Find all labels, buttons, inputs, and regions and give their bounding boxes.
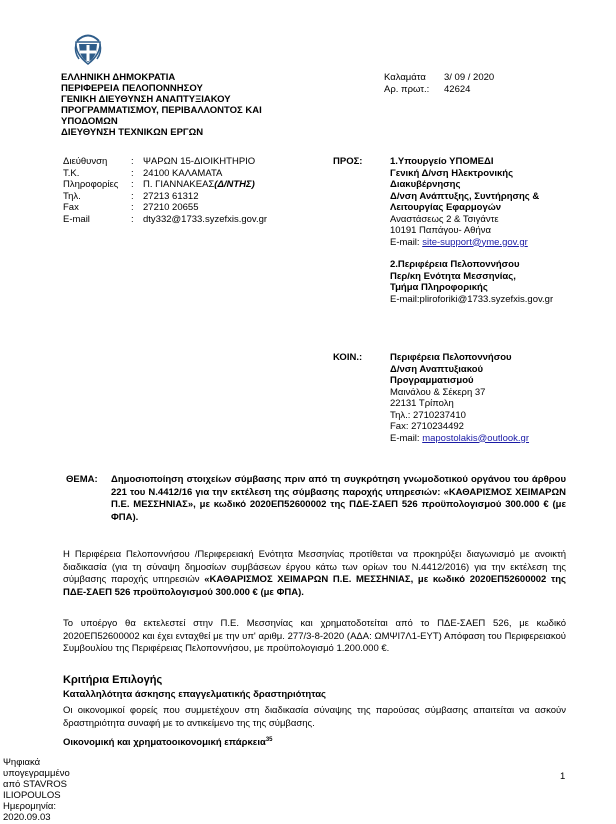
recipient-line: Λειτουργίας Εφαρμογών [390, 202, 502, 213]
recipient-line: 1.Υπουργείο ΥΠΟΜΕΔΙ [390, 156, 494, 167]
signature-line: Ημερομηνία: [3, 801, 57, 812]
digital-signature [3, 757, 103, 823]
authority-line: ΠΕΡΙΦΕΡΕΙΑ ΠΕΛΟΠΟΝΝΗΣΟΥ [61, 83, 203, 94]
authority-line: ΕΛΛΗΝΙΚΗ ΔΗΜΟΚΡΑΤΙΑ [61, 72, 176, 83]
authority-line: ΓΕΝΙΚΗ ΔΙΕΥΘΥΝΣΗ ΑΝΑΠΤΥΞΙΑΚΟΥ [61, 94, 231, 105]
authority-line: ΠΡΟΓΡΑΜΜΑΤΙΣΜΟΥ, ΠΕΡΙΒΑΛΛΟΝΤΟΣ ΚΑΙ [61, 105, 262, 116]
cc-email-link[interactable]: mapostolakis@outlook.gr [422, 432, 530, 444]
criteria-text: Οι οικονομικοί φορείς που συμμετέχουν στη διαδικασία σύναψης της παρούσας σύμβασης απαιτείται να ασκούν δραστηριότητα συναφή με το αντικείμενο της της σύμβασης. [63, 705, 566, 729]
contact-role: (Δ/ΝΤΗΣ) [214, 179, 255, 190]
subject-label: ΘΕΜΑ: [66, 474, 98, 485]
contact-value: 24100 ΚΑΛΑΜΑΤΑ [143, 167, 223, 179]
criteria-subheading [63, 737, 273, 748]
subject-text: Δημοσιοποίηση στοιχείων σύμβασης πριν από τη συγκρότηση γνωμοδοτικού οργάνου του άρθρου 221 του Ν.4412/16 για την εκτέλεση της σύμβασης παροχής υπηρεσιών: «ΚΑΘΑΡΙΣΜΟΣ ΧΕΙΜΑΡΩΝ Π.Ε. ΜΕΣΣΗΝΙΑΣ», με κωδικό 2020ΕΠ52600002 της ΠΔΕ-ΣΑΕΠ 526 προϋπολογισμού 300.000 € (με ΦΠΑ). [111, 474, 566, 523]
protocol-label: Αρ. πρωτ.: [384, 84, 430, 95]
criteria-subheading: Καταλληλότητα άσκησης επαγγελματικής δραστηριότητας [63, 689, 326, 700]
recipient-line: Δ/νση Ανάπτυξης, Συντήρησης & [390, 190, 540, 202]
recipient-email-link[interactable]: site-support@yme.gov.gr [422, 236, 528, 248]
cc-email-label: E-mail: [390, 432, 423, 444]
sender-contact-info: Διεύθυνση : ΨΑΡΩΝ 15-ΔΙΟΙΚΗΤΗΡΙΟ Τ.Κ. : 24100 ΚΑΛΑΜΑΤΑ Πληροφορίες : Π. ΓΙΑΝΝΑΚΕΑΣ (Δ/ΝΤΗΣ) Τηλ. : 27213 61312 Fax : 27210 20655 E-mail : dty332@1733.syzefxis.gov.gr [63, 156, 268, 225]
recipient-address: 10191 Παπάγου- Αθήνα [390, 225, 491, 236]
signature-line: υπογεγραμμένο [3, 768, 70, 779]
document-date: 3/ 09 / 2020 [444, 72, 495, 83]
cc-line: Προγραμματισμού [390, 375, 474, 386]
recipient-line: Περ/κη Ενότητα Μεσσηνίας, [390, 270, 516, 282]
contact-value: Π. ΓΙΑΝΝΑΚΕΑΣ [143, 179, 215, 190]
cc-line: Περιφέρεια Πελοποννήσου [390, 352, 512, 363]
cc-line: Δ/νση Αναπτυξιακού [390, 363, 484, 375]
cc-address: Μαινάλου & Σέκερη 37 [390, 386, 486, 398]
footnote-ref: 35 [265, 737, 273, 743]
cc-address: 22131 Τρίπολη [390, 398, 454, 409]
recipient-line: Γενική Δ/νση Ηλεκτρονικής [390, 167, 514, 179]
subject-block [66, 474, 566, 524]
recipient-line: Τμήμα Πληροφορικής [390, 282, 488, 293]
criteria-subheading-text: Οικονομική και χρηματοοικονομική επάρκεια [63, 737, 266, 749]
contact-key: Τ.Κ. [63, 167, 80, 179]
cc-label: ΚΟΙΝ.: [333, 352, 363, 363]
contact-key: Τηλ. [63, 190, 81, 202]
contact-value: 27210 20655 [143, 202, 199, 213]
body-paragraph: Το υποέργο θα εκτελεστεί στην Π.Ε. Μεσσηνίας και χρηματοδοτείται από το ΠΔΕ-ΣΑΕΠ 526, με κωδικό 2020ΕΠ52600002 και έχει ενταχθεί με την υπ' αριθμ. 277/3-8-2020 (ΑΔΑ: ΩΜΨΙ7Λ1-ΕΥΤ) Απόφαση του Περιφερειακού Συμβουλίου της Περιφέρειας Πελοποννήσου, με προϋπολογισμό 1.200.000 €. [63, 618, 566, 654]
recipients-cc [333, 352, 593, 444]
place-label: Καλαμάτα [384, 72, 426, 83]
signature-line: 2020.09.03 [3, 812, 51, 823]
to-label: ΠΡΟΣ: [333, 156, 363, 167]
recipient-email-label: E-mail: [390, 236, 423, 248]
body-paragraph [63, 549, 566, 599]
recipients-to [333, 156, 593, 305]
cc-fax: Fax: 2710234492 [390, 421, 464, 432]
cc-phone: Τηλ.: 2710237410 [390, 409, 466, 421]
contact-key: Διεύθυνση [63, 156, 108, 167]
signature-line: ILIOPOULOS [3, 790, 61, 801]
greek-coat-of-arms-icon [73, 32, 103, 66]
recipient-line: Διακυβέρνησης [390, 179, 461, 190]
recipient-line: 2.Περιφέρεια Πελοποννήσου [390, 259, 520, 270]
criteria-heading: Κριτήρια Επιλογής [63, 674, 163, 686]
issuing-authority [61, 72, 301, 138]
authority-line: ΥΠΟΔΟΜΩΝ [61, 116, 118, 127]
recipient-address: Αναστάσεως 2 & Τσιγάντε [390, 213, 499, 225]
contact-key: E-mail [63, 213, 90, 225]
contact-value: ΨΑΡΩΝ 15-ΔΙΟΙΚΗΤΗΡΙΟ [143, 156, 256, 167]
protocol-number: 42624 [444, 84, 471, 95]
signature-line: από STAVROS [3, 779, 67, 790]
contact-key: Πληροφορίες [63, 179, 119, 190]
authority-line: ΔΙΕΥΘΥΝΣΗ ΤΕΧΝΙΚΩΝ ΕΡΓΩΝ [61, 127, 204, 138]
contact-email: dty332@1733.syzefxis.gov.gr [143, 213, 268, 225]
body-text: Η Περιφέρεια Πελοποννήσου /Περιφερειακή Ενότητα Μεσσηνίας προτίθεται να προκηρύξει διαγωνισμό με ανοικτή διαδικασία (για τη σύναψη δημοσίων συμβάσεων έργου κάτω των ορίων του Ν.4412/2016) για την εκτέλεση της σύμβασης παροχής υπηρεσιών [63, 549, 566, 585]
body-text-bold: «ΚΑΘΑΡΙΣΜΟΣ ΧΕΙΜΑΡΩΝ Π.Ε. ΜΕΣΣΗΝΙΑΣ, με κωδικό 2020ΕΠ52600002 της ΠΔΕ-ΣΑΕΠ 526 προϋπολογισμού 300.000 € (με ΦΠΑ). [63, 574, 566, 598]
contact-key: Fax [63, 202, 79, 213]
page-number: 1 [560, 771, 566, 782]
contact-value: 27213 61312 [143, 190, 199, 202]
date-protocol-block [384, 72, 494, 96]
recipient-email: E-mail:pliroforiki@1733.syzefxis.gov.gr [390, 293, 554, 305]
signature-line: Ψηφιακά [3, 757, 41, 768]
